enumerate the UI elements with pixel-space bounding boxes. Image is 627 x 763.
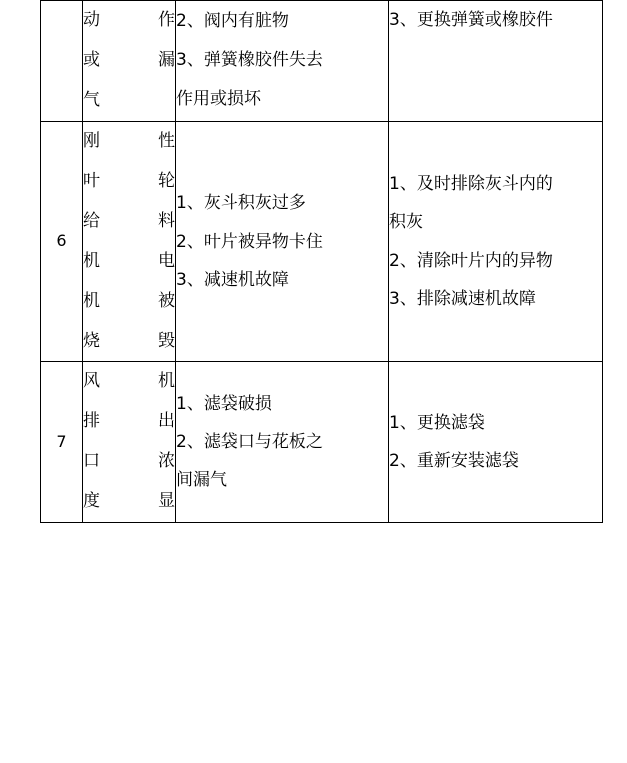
cause-line: 3、减速机故障 [176,269,289,290]
cause-cell [176,121,389,362]
symptom-line: 度 显 [83,491,175,512]
symptom-line: 风 机 [83,371,175,392]
cause-line: 间漏气 [176,470,227,491]
row-number-cell [41,121,83,362]
row-number: 7 [56,432,67,452]
fix-cell [389,121,603,362]
symptom-cell [83,1,176,122]
fix-line: 3、排除减速机故障 [389,288,536,309]
symptom-line: 排 出 [83,411,175,432]
cause-line: 3、弹簧橡胶件失去 [176,50,323,71]
row-number: 6 [56,231,67,251]
cause-line: 2、叶片被异物卡住 [176,231,323,252]
cause-line: 2、滤袋口与花板之 [176,432,323,453]
table-row [41,121,603,362]
fix-line: 3、更换弹簧或橡胶件 [389,10,553,30]
symptom-line: 机 电 [83,250,175,271]
symptom-line: 烧毁 [83,330,175,351]
symptom-cell [83,121,176,362]
row-number-cell [41,1,83,122]
table-row [41,1,603,122]
cause-cell [176,362,389,523]
symptom-line: 口 浓 [83,451,175,472]
fix-cell [389,362,603,523]
cause-line: 1、滤袋破损 [176,393,272,414]
fix-line: 积灰 [389,212,423,233]
cause-line: 2、阀内有脏物 [176,11,289,32]
fix-line: 1、更换滤袋 [389,413,485,434]
fault-troubleshooting-table [40,0,603,523]
cause-line: 作用或损坏 [176,89,261,110]
fix-line: 1、及时排除灰斗内的 [389,174,553,195]
cause-line: 1、灰斗积灰过多 [176,193,306,214]
fix-line: 2、重新安装滤袋 [389,451,519,472]
symptom-line: 气 [83,89,100,110]
fix-cell [389,1,603,122]
symptom-line: 或 漏 [83,49,175,70]
symptom-line: 机 被 [83,290,175,311]
symptom-cell [83,362,176,523]
symptom-line: 叶 轮 [83,170,175,191]
symptom-line: 给 料 [83,210,175,231]
symptom-line: 动 作 [83,10,175,30]
cause-cell [176,1,389,122]
row-number-cell [41,362,83,523]
symptom-line: 刚 性 [83,130,175,151]
table-row [41,362,603,523]
fix-line: 2、清除叶片内的异物 [389,250,553,271]
